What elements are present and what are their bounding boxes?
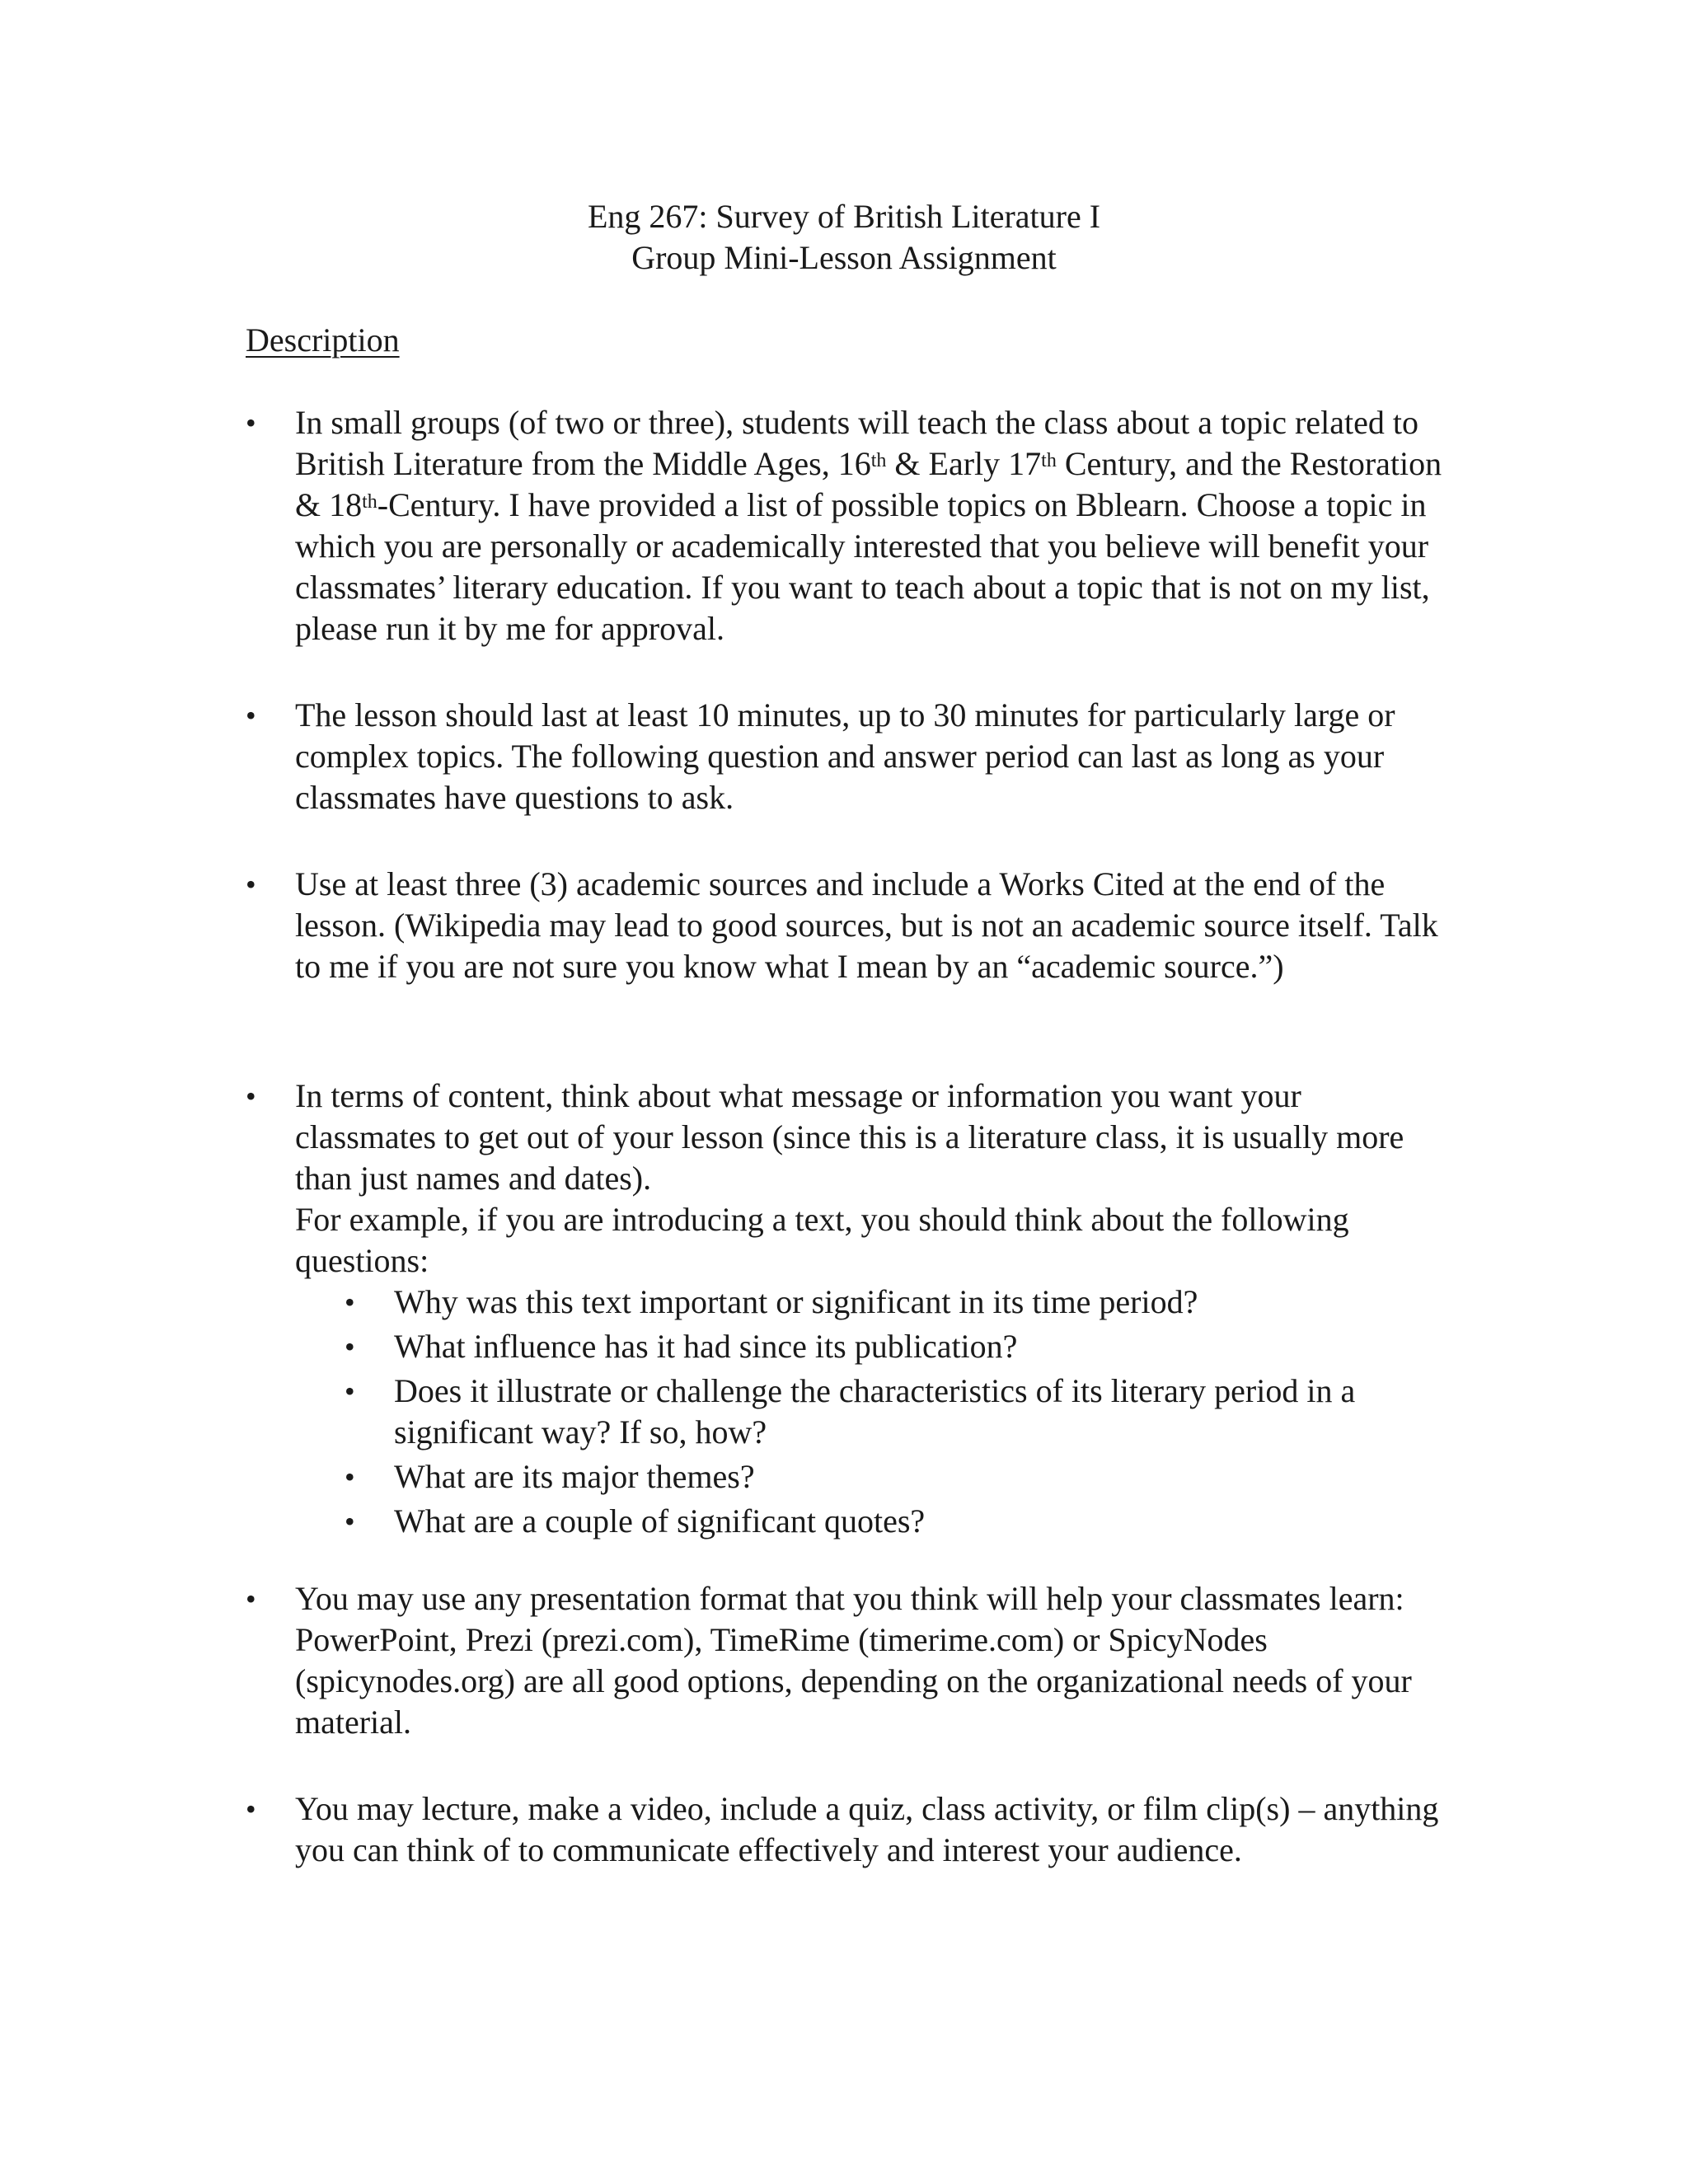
bullet-icon: • bbox=[345, 1330, 355, 1363]
questions-list bbox=[345, 1282, 1449, 1542]
list-item-text: Use at least three (3) academic sources and include a Works Cited at the end of the lesson. (Wikipedia may lead to good sources, but is not an academic source itself. Talk to me if you are not sure you know what I mean by an “academic source.”) bbox=[295, 865, 1438, 985]
text-segment: & Early 17 bbox=[886, 445, 1042, 482]
list-item-text: The lesson should last at least 10 minutes, up to 30 minutes for particularly large or complex topics. The following question and answer period can last as long as your classmates have questions to ask. bbox=[295, 696, 1395, 816]
bullet-icon: • bbox=[246, 868, 256, 901]
bullet-icon: • bbox=[246, 1582, 256, 1615]
content-intro: In terms of content, think about what message or information you want your classmates to get out of your lesson (since this is a literature class, it is usually more than just names and dates). bbox=[295, 1077, 1404, 1197]
list-item bbox=[246, 1788, 1449, 1871]
bullet-icon: • bbox=[345, 1460, 355, 1493]
bullet-icon: • bbox=[246, 1080, 256, 1113]
question-text: What influence has it had since its publication? bbox=[394, 1328, 1018, 1365]
text-segment: Century, and the Restoration & 18 bbox=[295, 445, 1442, 523]
question-item bbox=[345, 1282, 1449, 1323]
list-item-text: You may lecture, make a video, include a quiz, class activity, or film clip(s) – anything you can think of to communicate effectively and interest your audience. bbox=[295, 1790, 1439, 1868]
question-item bbox=[345, 1326, 1449, 1367]
question-item bbox=[345, 1371, 1449, 1453]
list-item-text bbox=[295, 402, 1449, 649]
superscript: th bbox=[1041, 450, 1057, 471]
list-item bbox=[246, 402, 1449, 649]
question-text: What are its major themes? bbox=[394, 1458, 755, 1495]
question-item bbox=[345, 1501, 1449, 1542]
bullet-icon: • bbox=[246, 406, 256, 439]
list-item bbox=[246, 864, 1449, 987]
text-segment: -Century. I have provided a list of possible topics on Bblearn. Choose a topic in which you are personally or academically interested that you believe will benefit your classmates’ literary education. If you want to teach about a topic that is not on my list, please run it by me for approval. bbox=[295, 486, 1430, 647]
question-text: Does it illustrate or challenge the characteristics of its literary period in a significant way? If so, how? bbox=[394, 1372, 1356, 1451]
assignment-title: Group Mini-Lesson Assignment bbox=[631, 239, 1057, 276]
question-item bbox=[345, 1456, 1449, 1497]
bullet-icon: • bbox=[246, 1793, 256, 1825]
bullet-icon: • bbox=[345, 1286, 355, 1319]
list-item bbox=[246, 695, 1449, 818]
list-item bbox=[246, 1578, 1449, 1743]
list-item-text: You may use any presentation format that you think will help your classmates learn: PowerPoint, Prezi (prezi.com), TimeRime (timerime.com) or SpicyNodes (spicynodes.org) are all good options, depending on the organizational needs of your material. bbox=[295, 1580, 1412, 1741]
bullet-icon: • bbox=[345, 1375, 355, 1408]
superscript: th bbox=[362, 491, 377, 513]
text-segment: In small groups (of two or three), students will teach the class about a topic related to British Literature from the Middle Ages, 16 bbox=[295, 404, 1418, 482]
section-heading: Description bbox=[246, 321, 400, 359]
list-item-text bbox=[295, 1076, 1449, 1542]
bullet-icon: • bbox=[246, 699, 256, 732]
document-title-block bbox=[0, 196, 1688, 279]
list-item bbox=[246, 1076, 1449, 1545]
question-text: Why was this text important or significant in its time period? bbox=[394, 1283, 1198, 1320]
superscript: th bbox=[870, 450, 887, 471]
question-text: What are a couple of significant quotes? bbox=[394, 1502, 926, 1540]
course-title: Eng 267: Survey of British Literature I bbox=[587, 198, 1101, 235]
content-example: For example, if you are introducing a text, you should think about the following questions: bbox=[295, 1201, 1349, 1279]
bullet-icon: • bbox=[345, 1505, 355, 1538]
